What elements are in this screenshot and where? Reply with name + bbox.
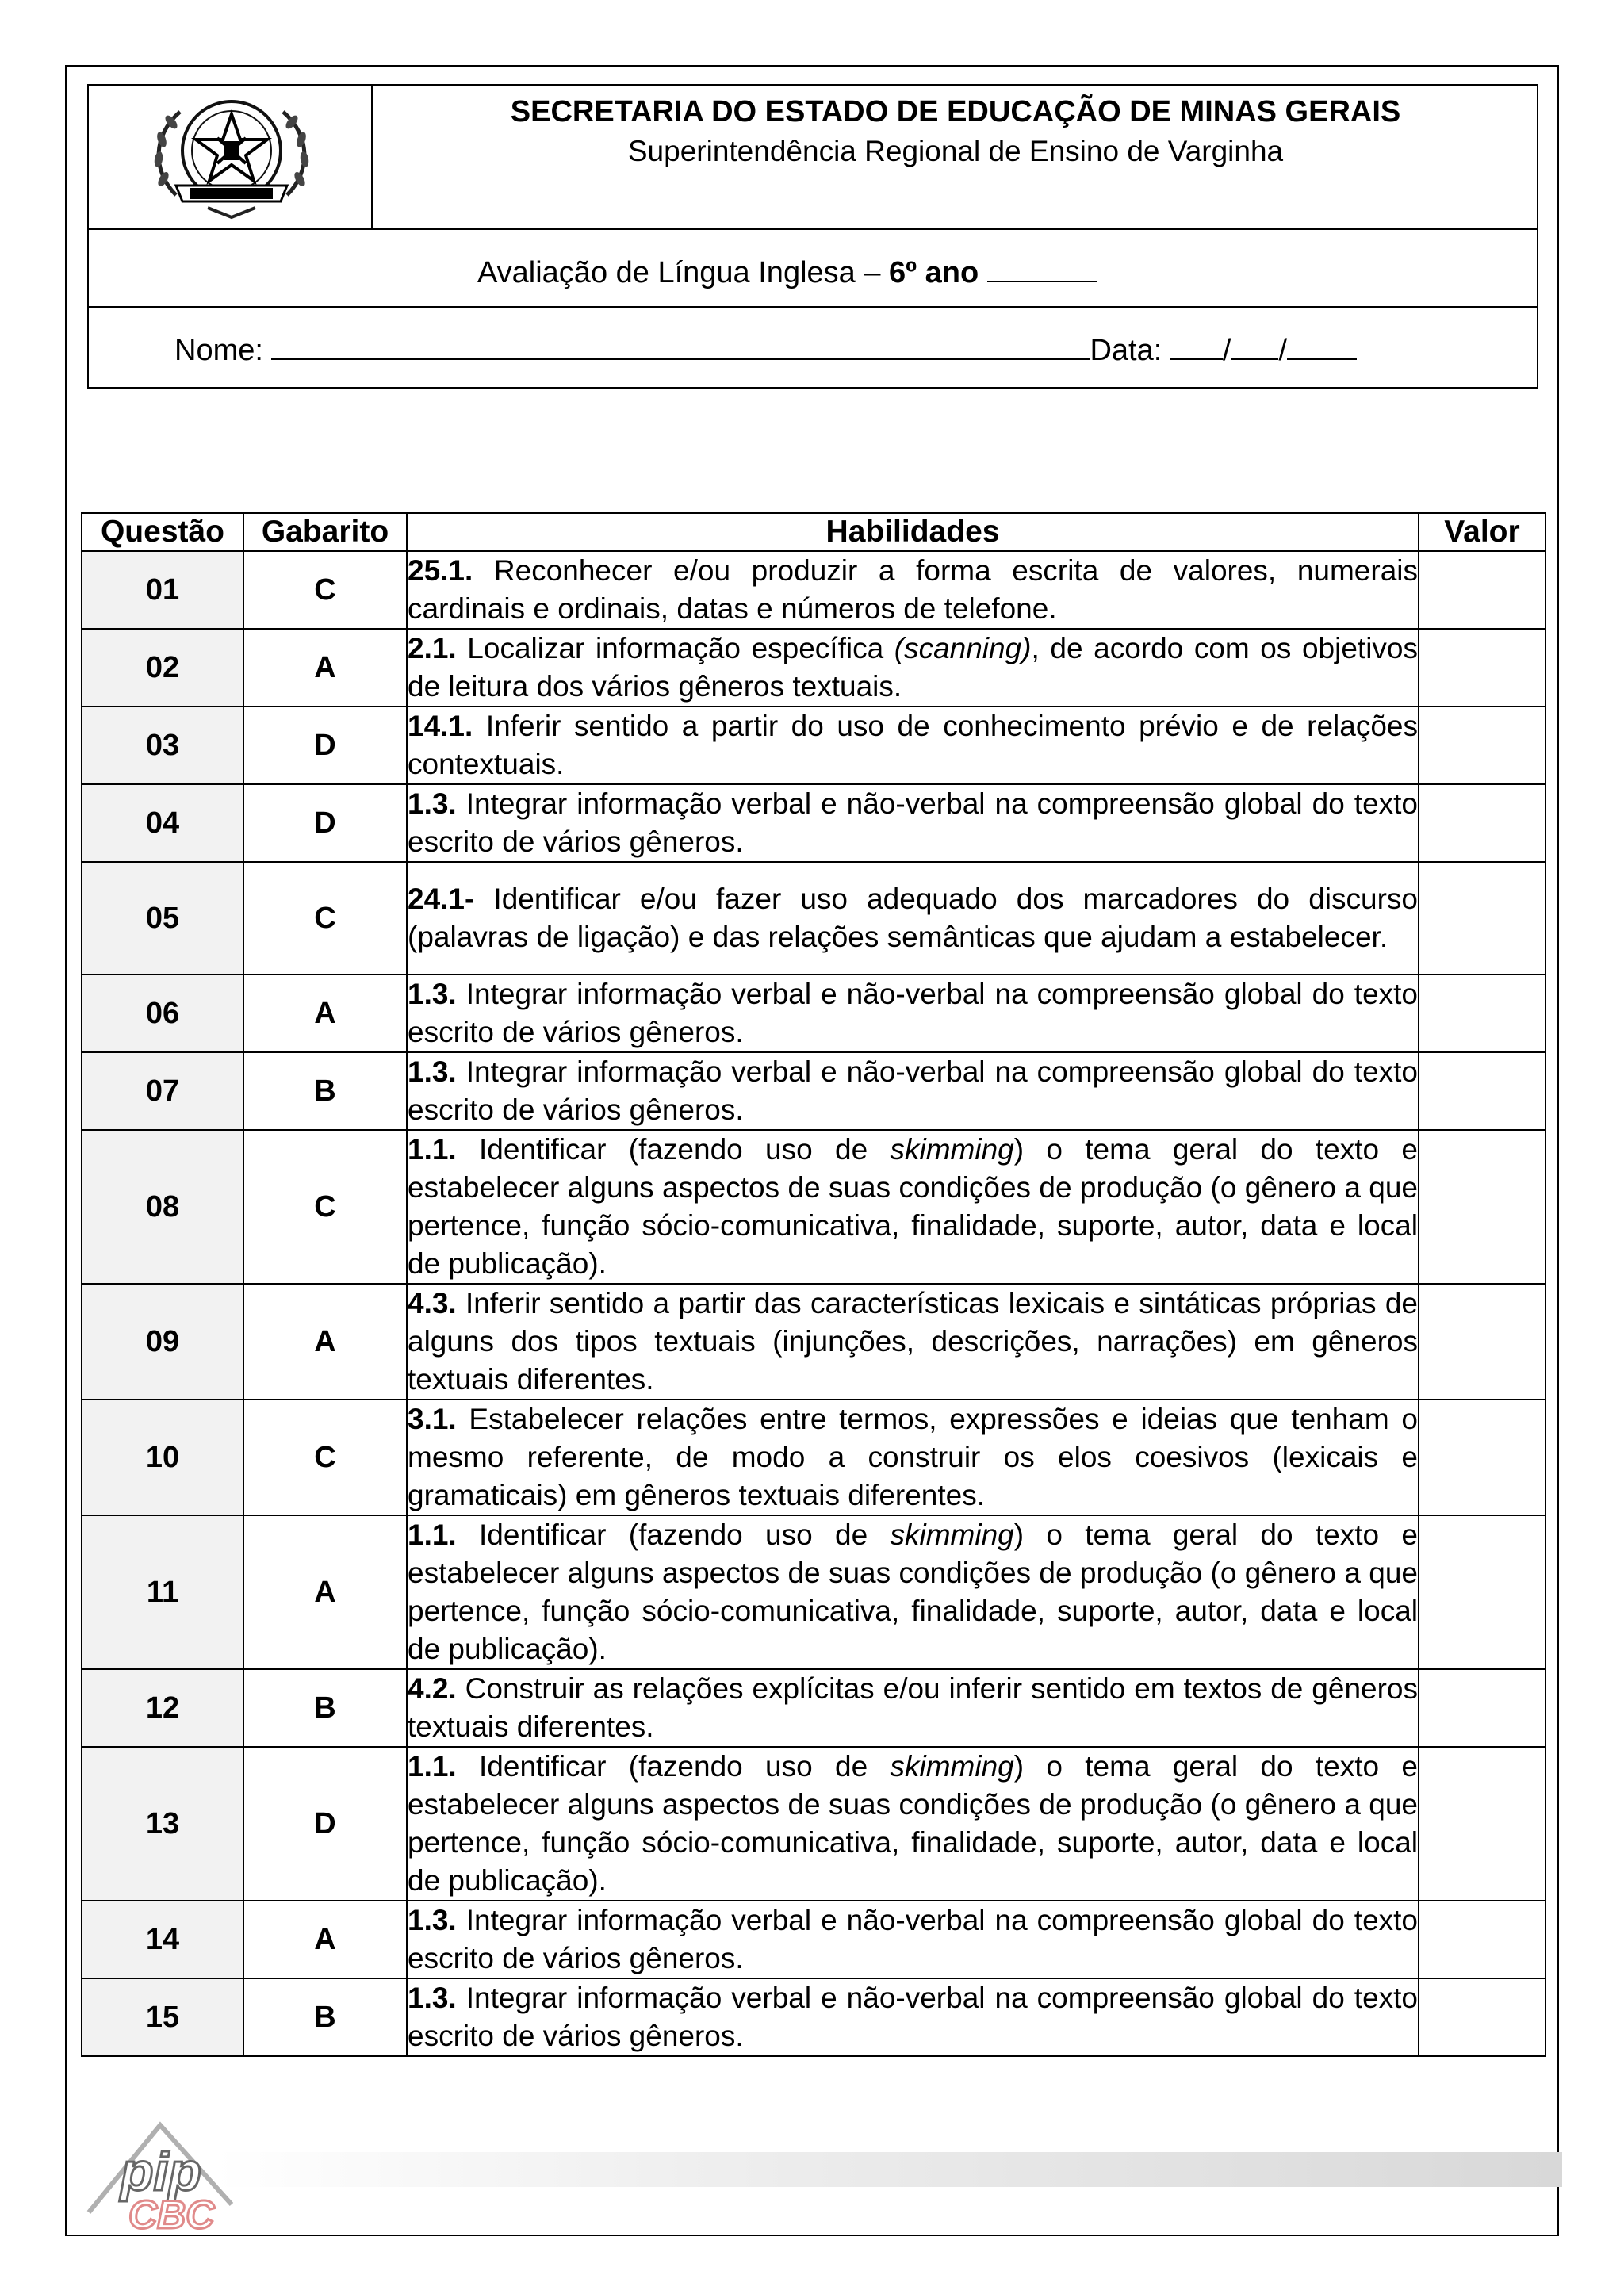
table-row [82, 1130, 1545, 1284]
question-number: 01 [82, 551, 243, 629]
answer-key: C [243, 862, 407, 975]
answer-key: B [243, 1052, 407, 1130]
skill-code: 14.1. [408, 710, 473, 742]
question-number: 06 [82, 975, 243, 1052]
score-cell[interactable] [1419, 1052, 1545, 1130]
question-number: 09 [82, 1284, 243, 1400]
skill-code: 1.1. [408, 1133, 457, 1166]
header-subtitle: Superintendência Regional de Ensino de Varginha [627, 135, 1284, 167]
score-cell[interactable] [1419, 629, 1545, 707]
skill-code: 25.1. [408, 554, 473, 587]
score-cell[interactable] [1419, 862, 1545, 975]
skill-description [407, 1747, 1419, 1901]
score-cell[interactable] [1419, 1400, 1545, 1515]
skill-code: 1.3. [408, 1055, 457, 1088]
table-row [82, 1284, 1545, 1400]
question-number: 11 [82, 1515, 243, 1669]
name-date-row [89, 308, 1537, 387]
skill-description [407, 975, 1419, 1052]
skill-description [407, 1978, 1419, 2056]
score-cell[interactable] [1419, 975, 1545, 1052]
table-row [82, 1901, 1545, 1978]
skill-text-continued: , de acordo com os objetivos de leitura dos vários gêneros textuais. [408, 632, 1418, 703]
skill-text: Identificar e/ou fazer uso adequado dos marcadores do discurso (palavras de ligação) e das relações semânticas que ajudam a estabelecer. [408, 883, 1418, 953]
question-number: 03 [82, 707, 243, 784]
date-day-blank[interactable] [1170, 330, 1223, 360]
skill-text-continued: ) o tema geral do texto e estabelecer alguns aspectos de suas condições de produção (o gênero a que pertence, função sócio-comunicativa, finalidade, suporte, autor, data e local de publicação). [408, 1518, 1418, 1665]
score-cell[interactable] [1419, 1747, 1545, 1901]
question-number: 13 [82, 1747, 243, 1901]
col-header-gabarito: Gabarito [243, 513, 407, 551]
minas-gerais-coat-of-arms-icon [144, 92, 319, 222]
skill-description [407, 1901, 1419, 1978]
table-row [82, 707, 1545, 784]
table-row [82, 784, 1545, 862]
logo-text-cbc: CBC [128, 2193, 215, 2236]
answer-key: C [243, 1400, 407, 1515]
answer-key: D [243, 1747, 407, 1901]
score-cell[interactable] [1419, 784, 1545, 862]
score-cell[interactable] [1419, 1669, 1545, 1747]
skill-code: 24.1- [408, 883, 475, 915]
col-header-valor: Valor [1419, 513, 1545, 551]
skill-term: skimming [890, 1133, 1014, 1166]
skill-description [407, 1284, 1419, 1400]
table-row [82, 1052, 1545, 1130]
answer-key-table [81, 512, 1546, 2057]
skill-code: 3.1. [408, 1403, 457, 1435]
skill-term: skimming [890, 1750, 1014, 1783]
name-date-line: Nome: Data: / / [174, 330, 1357, 368]
skill-description [407, 629, 1419, 707]
score-cell[interactable] [1419, 551, 1545, 629]
skill-description [407, 1669, 1419, 1747]
answer-key: C [243, 551, 407, 629]
evaluation-title [477, 252, 1097, 290]
pip-cbc-logo-icon [73, 2117, 247, 2236]
skill-code: 2.1. [408, 632, 457, 664]
score-cell[interactable] [1419, 1130, 1545, 1284]
question-number: 05 [82, 862, 243, 975]
skill-description [407, 707, 1419, 784]
table-row [82, 551, 1545, 629]
score-cell[interactable] [1419, 707, 1545, 784]
question-number: 15 [82, 1978, 243, 2056]
skill-text-continued: ) o tema geral do texto e estabelecer alguns aspectos de suas condições de produção (o gênero a que pertence, função sócio-comunicativa, finalidade, suporte, autor, data e local de publicação). [408, 1133, 1418, 1280]
skill-description [407, 862, 1419, 975]
score-cell[interactable] [1419, 1978, 1545, 2056]
table-row [82, 629, 1545, 707]
skill-description [407, 784, 1419, 862]
skill-text: Construir as relações explícitas e/ou inferir sentido em textos de gêneros textuais diferentes. [408, 1672, 1418, 1743]
answer-key: B [243, 1669, 407, 1747]
skill-description [407, 1400, 1419, 1515]
skill-text: Identificar (fazendo uso de [456, 1133, 891, 1166]
skill-text: Integrar informação verbal e não-verbal na compreensão global do texto escrito de vários gêneros. [408, 978, 1418, 1048]
skill-code: 1.3. [408, 1982, 457, 2014]
question-number: 12 [82, 1669, 243, 1747]
score-cell[interactable] [1419, 1284, 1545, 1400]
answer-key: A [243, 629, 407, 707]
question-number: 10 [82, 1400, 243, 1515]
date-month-blank[interactable] [1231, 330, 1278, 360]
answer-key: D [243, 784, 407, 862]
skill-description [407, 1052, 1419, 1130]
answer-key: A [243, 1515, 407, 1669]
answer-key: A [243, 1901, 407, 1978]
skill-code: 4.2. [408, 1672, 457, 1705]
score-cell[interactable] [1419, 1901, 1545, 1978]
col-header-questao: Questão [82, 513, 243, 551]
skill-text: Integrar informação verbal e não-verbal na compreensão global do texto escrito de vários gêneros. [408, 1055, 1418, 1126]
table-row [82, 1747, 1545, 1901]
date-year-blank[interactable] [1287, 330, 1357, 360]
skill-code: 1.1. [408, 1518, 457, 1551]
table-row [82, 1978, 1545, 2056]
name-blank[interactable] [271, 330, 1090, 360]
skill-text: Integrar informação verbal e não-verbal na compreensão global do texto escrito de vários gêneros. [408, 1982, 1418, 2052]
skill-text: Reconhecer e/ou produzir a forma escrita de valores, numerais cardinais e ordinais, datas e números de telefone. [408, 554, 1418, 625]
skill-term: (scanning) [894, 632, 1032, 664]
table-row [82, 862, 1545, 975]
skill-text-continued: ) o tema geral do texto e estabelecer alguns aspectos de suas condições de produção (o gênero a que pertence, função sócio-comunicativa, finalidade, suporte, autor, data e local de publicação). [408, 1750, 1418, 1897]
skill-code: 4.3. [408, 1287, 457, 1319]
table-row [82, 1515, 1545, 1669]
score-cell[interactable] [1419, 1515, 1545, 1669]
answer-key: C [243, 1130, 407, 1284]
evaluation-grade: 6º ano [889, 256, 979, 289]
table-row [82, 1400, 1545, 1515]
skill-code: 1.3. [408, 978, 457, 1010]
evaluation-row [89, 230, 1537, 308]
skill-description [407, 1515, 1419, 1669]
header-title-row [89, 86, 1537, 230]
answer-key: D [243, 707, 407, 784]
logo-text-pip: pip [121, 2142, 201, 2202]
name-label: Nome: [174, 334, 263, 367]
col-header-habilidades: Habilidades [407, 513, 1419, 551]
skill-text: Identificar (fazendo uso de [456, 1518, 891, 1551]
question-number: 08 [82, 1130, 243, 1284]
header-title: SECRETARIA DO ESTADO DE EDUCAÇÃO DE MINAS GERAIS [510, 95, 1401, 128]
class-blank[interactable] [987, 252, 1097, 282]
question-number: 02 [82, 629, 243, 707]
question-number: 07 [82, 1052, 243, 1130]
footer-band [214, 2152, 1562, 2187]
skill-text: Inferir sentido a partir do uso de conhecimento prévio e de relações contextuais. [408, 710, 1418, 780]
skill-text: Integrar informação verbal e não-verbal na compreensão global do texto escrito de vários gêneros. [408, 787, 1418, 858]
skill-description [407, 551, 1419, 629]
answer-key: B [243, 1978, 407, 2056]
skill-text: Integrar informação verbal e não-verbal na compreensão global do texto escrito de vários gêneros. [408, 1904, 1418, 1974]
skill-term: skimming [890, 1518, 1014, 1551]
skill-code: 1.3. [408, 1904, 457, 1936]
evaluation-prefix: Avaliação de Língua Inglesa – [477, 256, 890, 289]
skill-code: 1.1. [408, 1750, 457, 1783]
skill-text: Inferir sentido a partir das características lexicais e sintáticas próprias de alguns dos tipos textuais (injunções, descrições, narrações) em gêneros textuais diferentes. [408, 1287, 1418, 1396]
table-header-row [82, 513, 1545, 551]
answer-key: A [243, 1284, 407, 1400]
seal-cell [89, 86, 373, 228]
question-number: 14 [82, 1901, 243, 1978]
header-box [87, 84, 1538, 389]
date-label: Data: [1090, 334, 1162, 367]
skill-text: Localizar informação específica [456, 632, 894, 664]
skill-text: Identificar (fazendo uso de [456, 1750, 891, 1783]
skill-code: 1.3. [408, 787, 457, 820]
skill-description [407, 1130, 1419, 1284]
answer-key: A [243, 975, 407, 1052]
question-number: 04 [82, 784, 243, 862]
skill-text: Estabelecer relações entre termos, expressões e ideias que tenham o mesmo referente, de modo a construir os elos coesivos (lexicais e gramaticais) em gêneros textuais diferentes. [408, 1403, 1418, 1511]
table-row [82, 975, 1545, 1052]
table-row [82, 1669, 1545, 1747]
